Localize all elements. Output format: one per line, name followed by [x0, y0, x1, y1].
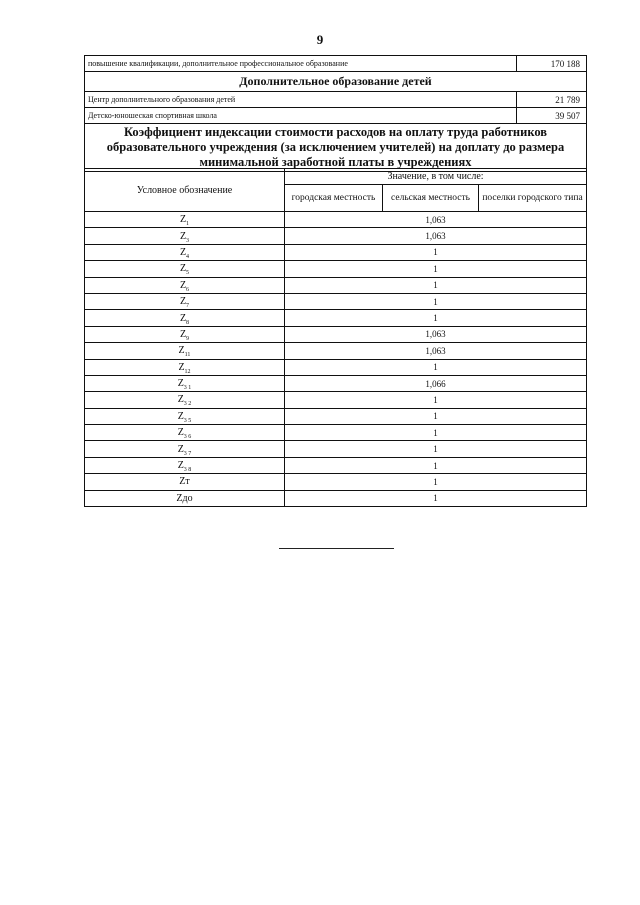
coefficient-table — [84, 168, 587, 507]
row-code — [85, 261, 285, 277]
code-base: Z — [179, 279, 187, 291]
code-subscript: 4 — [186, 253, 190, 260]
row-value: 1,063 — [285, 326, 587, 342]
row-amount: 39 507 — [517, 108, 587, 124]
row-value: 1 — [285, 277, 587, 293]
code-base: Z — [179, 312, 187, 324]
code-subscript: 3 7 — [183, 450, 192, 457]
row-code — [85, 408, 285, 424]
code-subscript: 3 — [186, 237, 190, 244]
row-value: 1 — [285, 261, 587, 277]
row-code — [85, 228, 285, 244]
row-code — [85, 310, 285, 326]
row-value: 1 — [285, 293, 587, 309]
row-amount: 21 789 — [517, 92, 587, 108]
code-base: Z — [178, 345, 185, 357]
table-row — [85, 343, 587, 359]
row-code — [85, 425, 285, 441]
row-code — [85, 359, 285, 375]
code-subscript: 8 — [186, 319, 190, 326]
row-code — [85, 441, 285, 457]
column-header-label: Условное обозначение — [85, 169, 285, 212]
code-base: Z — [177, 410, 184, 422]
table-row — [85, 108, 587, 124]
table-row — [85, 92, 587, 108]
code-subscript: 3 2 — [183, 401, 192, 408]
code-base: Z — [179, 230, 187, 242]
row-value: 1 — [285, 441, 587, 457]
value-header: Значение, в том числе: — [285, 169, 587, 185]
row-value: 1,063 — [285, 228, 587, 244]
table-row — [85, 293, 587, 309]
row-code — [85, 326, 285, 342]
table-row — [85, 392, 587, 408]
row-value: 1 — [285, 310, 587, 326]
code-subscript: 7 — [186, 303, 190, 310]
row-label: Детско-юношеская спортивная школа — [85, 108, 517, 124]
code-base: Z — [177, 394, 184, 406]
row-value: 1 — [285, 490, 587, 506]
table-row — [85, 457, 587, 473]
code-base: Z — [177, 427, 184, 439]
cost-table — [84, 55, 587, 172]
table-row — [85, 326, 587, 342]
table-row — [85, 310, 587, 326]
code-subscript: 3 8 — [183, 467, 192, 474]
sub-header-urban: городская местность — [285, 185, 383, 212]
row-code — [85, 457, 285, 473]
row-amount: 170 188 — [517, 56, 587, 72]
row-value: 1 — [285, 474, 587, 490]
code-base: Z — [179, 246, 187, 258]
code-base: Zт — [179, 476, 190, 488]
code-subscript: 5 — [186, 270, 190, 277]
table-row — [85, 408, 587, 424]
row-value: 1,063 — [285, 343, 587, 359]
row-value: 1 — [285, 408, 587, 424]
table-row — [85, 375, 587, 391]
sub-header-settlement: поселки городского типа — [479, 185, 587, 212]
code-base: Z — [178, 361, 185, 373]
table-row — [85, 261, 587, 277]
row-code — [85, 212, 285, 228]
code-subscript: 11 — [184, 352, 191, 359]
row-value: 1 — [285, 425, 587, 441]
code-subscript: 3 1 — [183, 385, 192, 392]
table-row — [85, 228, 587, 244]
table-row — [85, 441, 587, 457]
code-base: Z — [177, 378, 184, 390]
table-row — [85, 490, 587, 506]
code-base: Z — [177, 443, 184, 455]
row-code — [85, 277, 285, 293]
row-value: 1 — [285, 244, 587, 260]
code-subscript: 1 — [186, 221, 190, 228]
table-row — [85, 425, 587, 441]
code-base: Z — [179, 328, 187, 340]
row-code — [85, 392, 285, 408]
row-code — [85, 490, 285, 506]
table-row — [85, 277, 587, 293]
table-row — [85, 474, 587, 490]
coefficient-title: Коэффициент индексации стоимости расходов на оплату труда работников образовательного учреждения (за исключением учителей) на доплату до размера минимальной заработной платы в учреждениях — [85, 124, 587, 172]
code-subscript: 9 — [186, 335, 190, 342]
row-value: 1 — [285, 457, 587, 473]
row-code — [85, 293, 285, 309]
section-title: Дополнительное образование детей — [85, 72, 587, 92]
row-code — [85, 474, 285, 490]
row-value: 1 — [285, 392, 587, 408]
row-value: 1 — [285, 359, 587, 375]
code-subscript: 3 5 — [183, 417, 192, 424]
table-row — [85, 212, 587, 228]
row-code — [85, 343, 285, 359]
code-base: Zдо — [176, 492, 193, 504]
code-base: Z — [179, 214, 187, 226]
row-code — [85, 375, 285, 391]
row-label: Центр дополнительного образования детей — [85, 92, 517, 108]
row-value: 1,066 — [285, 375, 587, 391]
row-value: 1,063 — [285, 212, 587, 228]
page-number: 9 — [316, 32, 324, 47]
row-label: повышение квалификации, дополнительное профессиональное образование — [85, 56, 517, 72]
code-subscript: 6 — [186, 286, 190, 293]
code-base: Z — [179, 296, 187, 308]
table-row — [85, 359, 587, 375]
code-subscript: 3 6 — [183, 434, 192, 441]
code-base: Z — [177, 460, 184, 472]
code-subscript: 12 — [184, 368, 191, 375]
footer-rule — [279, 548, 394, 549]
row-code — [85, 244, 285, 260]
table-row — [85, 56, 587, 72]
code-base: Z — [179, 263, 187, 275]
table-row — [85, 244, 587, 260]
sub-header-rural: сельская местность — [383, 185, 479, 212]
